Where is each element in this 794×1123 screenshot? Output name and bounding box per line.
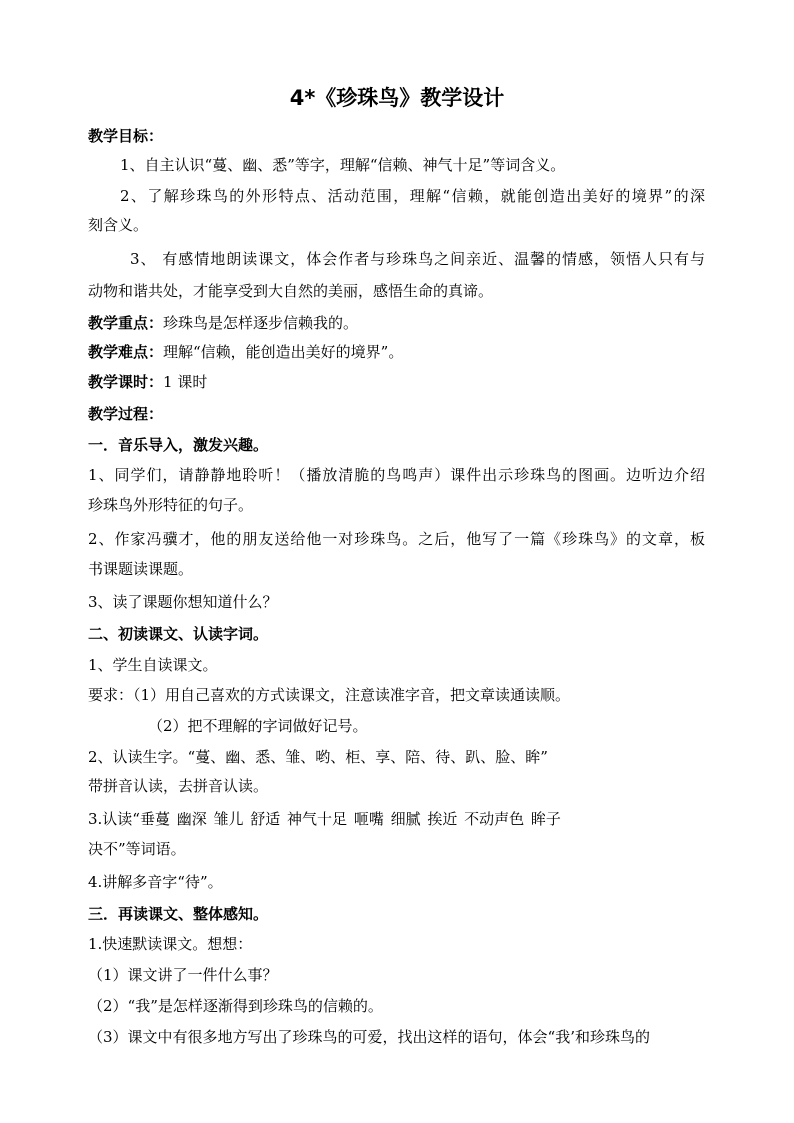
section-3-heading: 三．再读课文、整体感知。 (88, 905, 269, 923)
difficulty-label: 教学难点： (88, 343, 164, 361)
section-2-item-3-line-2: 决不”等词语。 (88, 840, 186, 858)
difficulty-text: 理解“信赖，能创造出美好的境界”。 (163, 343, 404, 361)
section-2-item-3-line-1: 3.认读“垂蔓 幽深 雏儿 舒适 神气十足 咂嘴 细腻 挨近 不动声色 眸子 (88, 810, 561, 828)
goal-item-1: 1、自主认识“蔓、幽、悉”等字，理解“信赖、神气十足”等词含义。 (120, 156, 566, 174)
goal-item-3-line-2: 动物和谐共处，才能享受到大自然的美丽，感悟生命的真谛。 (88, 282, 494, 300)
section-2-item-1: 1、学生自读课文。 (88, 656, 218, 674)
process-heading: 教学过程： (88, 405, 164, 423)
section-2-item-2-note: 带拼音认读，去拼音认读。 (88, 777, 269, 795)
goals-heading: 教学目标： (88, 127, 164, 145)
section-1-heading: 一．音乐导入，激发兴趣。 (88, 436, 269, 454)
page-title: 4*《珍珠鸟》教学设计 (289, 86, 505, 110)
section-3-question-2: （2）“我”是怎样逐渐得到珍珠鸟的信赖的。 (88, 997, 383, 1015)
goal-item-2-line-2: 刻含义。 (88, 216, 149, 234)
key-point (88, 312, 708, 334)
section-1-item-1-line-2: 珍珠鸟外形特征的句子。 (88, 496, 254, 514)
section-1-item-3: 3、读了课题你想知道什么？ (88, 593, 278, 611)
goal-item-2-line-1: 2、了解珍珠鸟的外形特点、活动范围，理解“信赖，就能创造出美好的境界”的深 (120, 187, 705, 205)
section-2-item-2: 2、认读生字。“蔓、幽、悉、雏、哟、柜、享、陪、待、趴、脸、眸” (88, 748, 548, 766)
section-2-heading: 二、初读课文、认读字词。 (88, 625, 269, 643)
section-3-question-3: （3）课文中有很多地方写出了珍珠鸟的可爱，找出这样的语句，体会“我’和珍珠鸟的 (88, 1028, 650, 1046)
goal-item-3-line-1: 3、 有感情地朗读课文，体会作者与珍珠鸟之间亲近、温馨的情感，领悟人只有与 (130, 250, 705, 268)
hours-text: 1 课时 (163, 373, 208, 391)
difficulty (88, 341, 708, 363)
section-3-question-1: （1）课文讲了一件什么事？ (88, 966, 278, 984)
key-point-label: 教学重点： (88, 314, 164, 332)
section-2-requirement-1: 要求：（1）用自己喜欢的方式读课文，注意读准字音，把文章读通读顺。 (88, 686, 571, 704)
hours-label: 教学课时： (88, 373, 164, 391)
section-2-item-4: 4.讲解多音字“待”。 (88, 873, 223, 891)
section-2-requirement-2: （2）把不理解的字词做好记号。 (148, 717, 368, 735)
teaching-hours (88, 371, 708, 393)
section-1-item-2-line-1: 2、作家冯骥才，他的朋友送给他一对珍珠鸟。之后，他写了一篇《珍珠鸟》的文章，板 (88, 530, 705, 548)
section-1-item-1-line-1: 1、同学们，请静静地聆听！（播放清脆的鸟鸣声）课件出示珍珠鸟的图画。边听边介绍 (88, 466, 705, 484)
key-point-text: 珍珠鸟是怎样逐步信赖我的。 (163, 314, 359, 332)
section-1-item-2-line-2: 书课题读课题。 (88, 560, 194, 578)
section-3-item-1: 1.快速默读课文。想想： (88, 935, 253, 953)
